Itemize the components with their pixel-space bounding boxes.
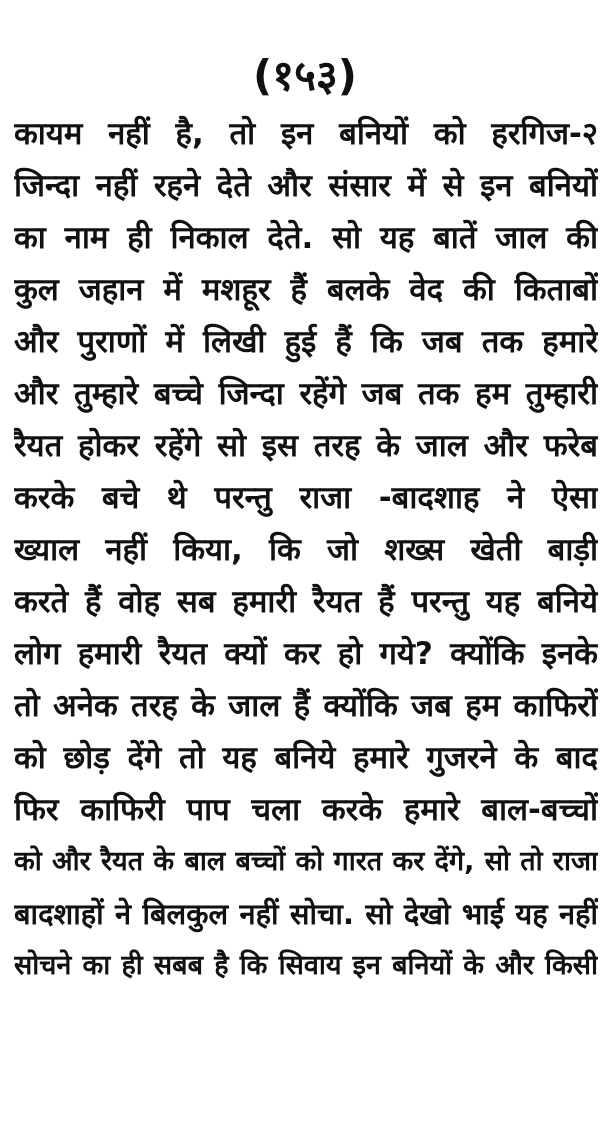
text-line: लोग हमारी रैयत क्यों कर हो गये? क्योंकि इनके <box>14 636 598 672</box>
text-line: रैयत होकर रहेंगे सो इस तरह के जाल और फरेब <box>14 428 598 464</box>
text-line: को छोड़ देंगे तो यह बनिये हमारे गुजरने के बाद <box>14 740 598 776</box>
body-text <box>14 108 598 992</box>
page-number: (१५३) <box>253 51 357 100</box>
text-line: कायम नहीं है, तो इन बनियों को हरगिज-२ <box>14 116 598 152</box>
text-line: जिन्दा नहीं रहने देते और संसार में से इन बनियों <box>14 168 598 204</box>
text-line: करते हैं वोह सब हमारी रैयत हैं परन्तु यह बनिये <box>14 584 598 620</box>
text-line: ख्याल नहीं किया, कि जो शख्स खेती बाड़ी <box>14 532 598 568</box>
text-line: और तुम्हारे बच्चे जिन्दा रहेंगे जब तक हम तुम्हारी <box>14 376 598 412</box>
text-line: कुल जहान में मशहूर हैं बलके वेद की किताबों <box>14 272 598 308</box>
text-line: को और रैयत के बाल बच्चों को गारत कर देंगे, सो तो राजा <box>14 846 598 877</box>
text-line: करके बचे थे परन्तु राजा -बादशाह ने ऐसा <box>14 480 598 516</box>
text-line: का नाम ही निकाल देते. सो यह बातें जाल की <box>14 220 598 256</box>
text-line: तो अनेक तरह के जाल हैं क्योंकि जब हम काफिरों <box>14 688 598 724</box>
text-line: फिर काफिरी पाप चला करके हमारे बाल-बच्चों <box>14 792 598 828</box>
text-line: सोचने का ही सबब है कि सिवाय इन बनियों के और किसी <box>14 950 598 981</box>
text-line: और पुराणों में लिखी हुई हैं कि जब तक हमारे <box>14 324 598 360</box>
text-line: बादशाहों ने बिलकुल नहीं सोचा. सो देखो भाई यह नहीं <box>14 897 598 931</box>
